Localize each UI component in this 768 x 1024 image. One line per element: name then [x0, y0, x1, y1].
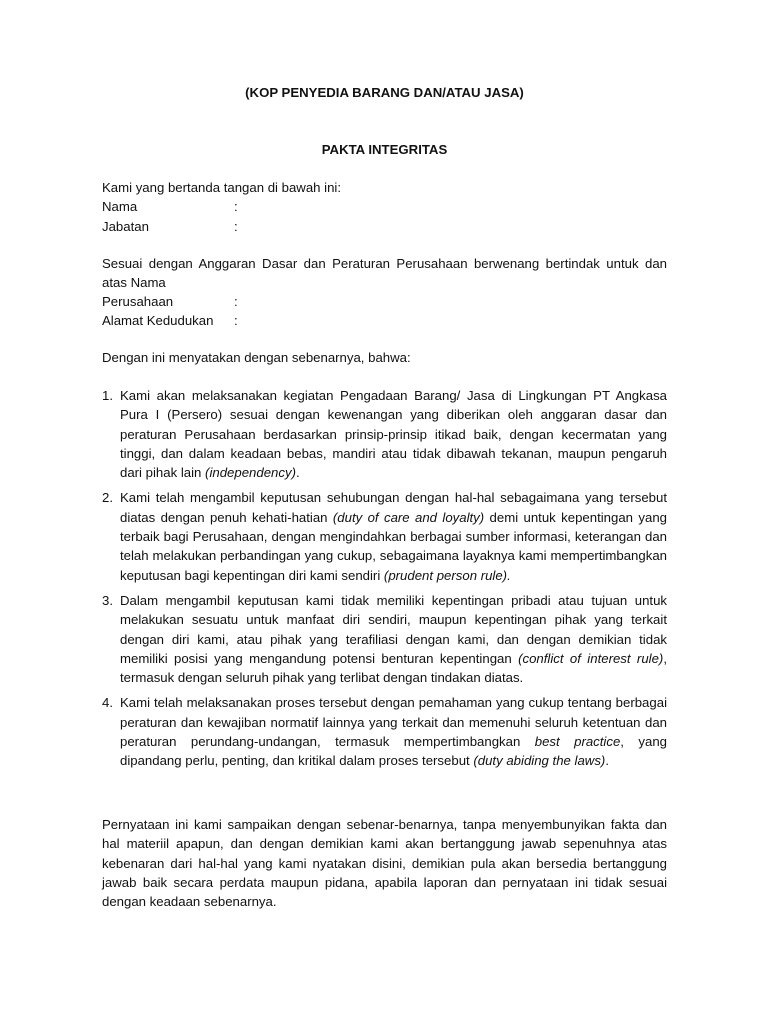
- field-jabatan: [102, 217, 667, 236]
- field-label: Jabatan: [102, 218, 149, 234]
- closing-paragraph: Pernyataan ini kami sampaikan dengan sebenar-benarnya, tanpa menyembunyikan fakta dan hal materiil apapun, dan dengan demikian kami akan bertanggung jawab sepenuhnya atas kebenaran dari hal-hal yang kami nyatakan disini, demikian pula akan bersedia bertanggung jawab baik secara perdata maupun pidana, apabila laporan dan pernyataan ini tidak sesuai dengan keadaan sebenarnya.: [102, 817, 667, 910]
- list-number: 4.: [102, 695, 113, 711]
- field-label: Perusahaan: [102, 294, 174, 309]
- list-text: Kami telah mengambil keputusan sehubungan dengan hal-hal sebagaimana yang tersebut diatas dengan penuh kehati-hatian: [120, 490, 667, 525]
- intro-text: Kami yang bertanda tangan di bawah ini:: [102, 180, 342, 195]
- list-item: [102, 488, 667, 584]
- field-label: Alamat Kedudukan: [102, 313, 214, 329]
- list-text-end: .: [605, 753, 609, 769]
- signatory-section: [102, 178, 667, 236]
- document-title: PAKTA INTEGRITAS: [321, 142, 448, 157]
- list-number: 2.: [102, 490, 113, 506]
- field-nama: [102, 197, 667, 216]
- authority-paragraph: Sesuai dengan Anggaran Dasar dan Peraturan Perusahaan berwenang bertindak untuk dan atas Nama: [102, 256, 667, 291]
- list-number: 3.: [102, 592, 113, 608]
- field-separator: :: [234, 199, 238, 215]
- list-italic: (independency): [205, 465, 296, 481]
- declaration-list: [102, 386, 667, 777]
- list-item: [102, 386, 667, 482]
- list-number: 1.: [102, 388, 113, 403]
- list-text-end: , termasuk dengan seluruh pihak yang terlibat dengan tindakan diatas.: [120, 650, 667, 686]
- list-italic-2: (duty abiding the laws): [473, 753, 606, 769]
- field-perusahaan: [102, 292, 667, 311]
- list-text: Dalam mengambil keputusan kami tidak memiliki kepentingan pribadi atau tujuan untuk melakukan sesuatu untuk manfaat diri sendiri, maupun kepentingan pihak yang terkait dengan diri kami, atau pihak yang terafiliasi dengan kami, dan dengan demikian tidak memiliki posisi yang mengandung potensi benturan kepentingan: [120, 592, 667, 666]
- list-text: Kami telah melaksanakan proses tersebut dengan pemahaman yang cukup tentang berbagai peraturan dan kewajiban normatif lainnya yang terkait dan memenuhi seluruh ketentuan dan peraturan perundang-undangan, termasuk mempertimbangkan: [120, 695, 667, 750]
- field-label: Nama: [102, 199, 138, 215]
- list-item: [102, 591, 667, 687]
- field-separator: :: [234, 294, 238, 309]
- declaration-intro: Dengan ini menyatakan dengan sebenarnya, bahwa:: [102, 350, 411, 365]
- company-section: [102, 292, 667, 331]
- list-text-mid: , yang dipandang perlu, penting, dan kritikal dalam proses tersebut: [120, 734, 667, 769]
- field-alamat-kedudukan: [102, 311, 667, 330]
- list-italic: (conflict of interest rule): [518, 650, 664, 666]
- field-separator: :: [234, 313, 238, 329]
- letterhead-placeholder: (KOP PENYEDIA BARANG DAN/ATAU JASA): [245, 85, 524, 100]
- list-text: Kami akan melaksanakan kegiatan Pengadaan Barang/ Jasa di Lingkungan PT Angkasa Pura I (Persero) sesuai dengan kewenangan yang diberikan oleh anggaran dasar dan peraturan Perusahaan berdasarkan prinsip-prinsip itikad baik, dengan kecermatan yang tinggi, dan dalam keadaan bebas, mandiri atau tidak dibawah tekanan, maupun pengaruh dari pihak lain: [120, 388, 667, 481]
- list-italic: (duty of care and loyalty): [332, 509, 485, 525]
- field-separator: :: [234, 218, 238, 234]
- list-text-mid: demi untuk kepentingan yang terbaik bagi Perusahaan, dengan mengindahkan berbagai sumber informasi, keterangan dan telah melakukan perbandingan yang cukup, sebagaimana layaknya kami mempertimbangkan keputusan bagi kepentingan diri kami sendiri: [120, 509, 667, 583]
- list-item: [102, 693, 667, 770]
- list-text-end: .: [295, 465, 300, 481]
- list-italic-2: (prudent person rule).: [383, 567, 511, 583]
- list-italic: best practice: [534, 734, 621, 750]
